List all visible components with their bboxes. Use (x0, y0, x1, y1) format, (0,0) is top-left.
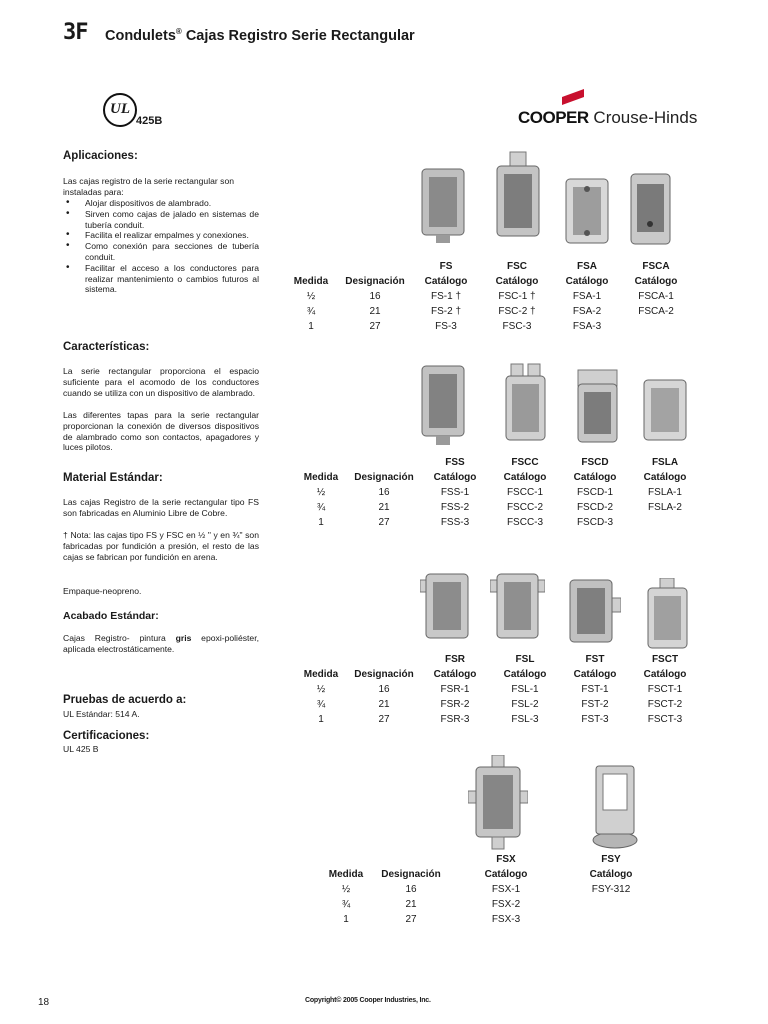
product-photo-fsl (490, 570, 545, 645)
table-cell: FS-1 † (430, 291, 462, 302)
table-header-cell: Designación (354, 472, 414, 483)
table-cell: ½ (316, 684, 326, 695)
table-model: FSL (515, 654, 535, 665)
material-note: † Nota: las cajas tipo FS y FSC en ½ " y en ¾" son fabricadas por fundición a presión, el resto de las cajas se fabrican por fundición en arena. (63, 530, 259, 562)
product-photo-fs (418, 165, 468, 245)
table-cell: 21 (405, 899, 417, 910)
table-header-cell: Catálogo (433, 669, 477, 680)
table-cell: FSCA-2 (638, 306, 674, 317)
table-cell: 21 (378, 502, 390, 513)
table-header-cell: Catálogo (643, 472, 687, 483)
pruebas-heading: Pruebas de acuerdo a: (63, 694, 187, 706)
empaque-text: Empaque-neopreno. (63, 586, 142, 596)
caracteristicas-heading: Características: (63, 341, 150, 353)
table-cell: 16 (378, 487, 390, 498)
table-cell: FSCD-3 (576, 517, 614, 528)
table-cell: FSLA-2 (648, 502, 682, 513)
acabado-post: epoxi-poliéster, aplicada electrostáticamente. (63, 633, 259, 654)
registered-mark: ® (175, 27, 182, 36)
table-model: FSLA (651, 457, 679, 468)
table-model: FSR (445, 654, 465, 665)
table-cell: FSY-312 (591, 884, 631, 895)
table-cell: 1 (318, 714, 324, 725)
table-cell: FSCC-3 (506, 517, 544, 528)
table-cell: FSR-2 (440, 699, 470, 710)
product-photo-fss (418, 362, 468, 447)
product-photo-fsc (493, 150, 543, 245)
table-cell: FSX-1 (491, 884, 521, 895)
table-cell: 27 (378, 714, 390, 725)
table-cell: FSCD-1 (576, 487, 614, 498)
table-header-cell: Catálogo (503, 669, 547, 680)
pruebas-text: UL Estándar: 514 A. (63, 709, 140, 719)
product-photo-fsct (645, 578, 690, 656)
product-photo-fscd (575, 368, 620, 448)
page-title (105, 27, 415, 44)
product-photo-fst (566, 576, 621, 648)
table-model: FSCC (511, 457, 539, 468)
aplicaciones-list (63, 198, 259, 295)
table-cell: FSCA-1 (638, 291, 674, 302)
table-cell: ¾ (306, 306, 316, 317)
product-photo-fsy (588, 762, 643, 850)
table-cell: 1 (308, 321, 314, 332)
table-header-cell: Designación (354, 669, 414, 680)
table-cell: FSL-2 (511, 699, 539, 710)
list-item: • Sirven como cajas de jalado en sistemas de tubería conduit. (63, 209, 259, 231)
table-cell: FSS-1 (440, 487, 470, 498)
table-header-cell: Catálogo (503, 472, 547, 483)
table-cell: ½ (306, 291, 316, 302)
table-cell: FSC-1 † (498, 291, 536, 302)
product-photo-fsx (468, 755, 528, 850)
list-item: • Como conexión para secciones de tubería conduit. (63, 241, 259, 263)
certificaciones-text: UL 425 B (63, 744, 99, 754)
material-heading: Material Estándar: (63, 472, 163, 484)
table-cell: FSL-3 (511, 714, 539, 725)
table-cell: FSCC-1 (506, 487, 544, 498)
table-cell: 1 (343, 914, 349, 925)
table-cell: FSA-2 (572, 306, 602, 317)
aplicaciones-intro: Las cajas registro de la serie rectangular son instaladas para: (63, 176, 235, 197)
table-header-cell: Catálogo (484, 869, 528, 880)
table-cell: 16 (369, 291, 381, 302)
table-cell: FSCC-2 (506, 502, 544, 513)
table-cell: 21 (369, 306, 381, 317)
brand-logo (518, 108, 697, 128)
acabado-heading: Acabado Estándar: (63, 610, 159, 622)
brand-flag-icon (560, 87, 586, 107)
table-cell: ¾ (316, 699, 326, 710)
table-header-cell: Medida (303, 669, 339, 680)
ul-logo-text: UL (110, 101, 130, 117)
table-header-cell: Catálogo (433, 472, 477, 483)
table-model: FSCD (581, 457, 609, 468)
table-cell: FSX-2 (491, 899, 521, 910)
product-photo-fsca (628, 170, 673, 250)
table-cell: FS-3 (435, 321, 457, 332)
table-cell: ½ (316, 487, 326, 498)
copyright-notice: Copyright© 2005 Cooper Industries, Inc. (305, 997, 431, 1004)
table-cell: FSX-3 (491, 914, 521, 925)
table-model: FSCA (642, 261, 670, 272)
section-number: 3F (63, 20, 88, 45)
table-header-cell: Catálogo (573, 472, 617, 483)
table-header-cell: Catálogo (495, 276, 539, 287)
brand-bold: COOPER (518, 108, 589, 127)
ul-standard-number: 425B (136, 115, 163, 127)
table-cell: FS-2 † (430, 306, 462, 317)
brand-light: Crouse-Hinds (588, 108, 698, 127)
product-photo-fsla (640, 376, 690, 446)
table-cell: FSC-3 (502, 321, 532, 332)
acabado-color: gris (175, 633, 192, 643)
table-cell: FSCT-1 (647, 684, 683, 695)
product-photo-fscc (503, 362, 548, 447)
table-header-cell: Designación (345, 276, 405, 287)
table-cell: ¾ (316, 502, 326, 513)
table-cell: ½ (341, 884, 351, 895)
table-cell: 16 (405, 884, 417, 895)
table-cell: FSCT-3 (647, 714, 683, 725)
table-model: FSX (496, 854, 516, 865)
ul-listed-logo (103, 93, 137, 127)
table-header-cell: Catálogo (643, 669, 687, 680)
certificaciones-heading: Certificaciones: (63, 730, 150, 742)
acabado-pre: Cajas Registro- pintura (63, 633, 176, 643)
table-cell: ¾ (341, 899, 351, 910)
table-header-cell: Medida (328, 869, 364, 880)
table-cell: FSS-3 (440, 517, 470, 528)
aplicaciones-heading: Aplicaciones: (63, 150, 138, 162)
table-model: FSA (577, 261, 597, 272)
table-model: FSCT (651, 654, 679, 665)
table-cell: FST-1 (581, 684, 609, 695)
caracteristicas-text: La serie rectangular proporciona el espacio suficiente para el acomodo de los conductores cuando se utiliza con un dispositivo de alambrado. (63, 366, 259, 398)
table-cell: 16 (378, 684, 390, 695)
list-item: • Alojar dispositivos de alambrado. (63, 198, 259, 209)
table-cell: 21 (378, 699, 390, 710)
table-model: FSS (445, 457, 465, 468)
table-header-cell: Medida (293, 276, 329, 287)
table-model: FST (585, 654, 605, 665)
table-model: FSY (601, 854, 621, 865)
caracteristicas-text-2: Las diferentes tapas para la serie rectangular proporcionan la conexión de diversos dispositivos de alambrado como son contactos, apagadores y luces pilotos. (63, 410, 259, 453)
table-model: FS (439, 261, 453, 272)
table-cell: 27 (405, 914, 417, 925)
page-number: 18 (38, 997, 50, 1008)
table-header-cell: Catálogo (589, 869, 633, 880)
table-header-cell: Catálogo (565, 276, 609, 287)
table-cell: FSA-3 (572, 321, 602, 332)
table-header-cell: Medida (303, 472, 339, 483)
material-text: Las cajas Registro de la serie rectangular tipo FS son fabricadas en Aluminio Libre de Cobre. (63, 497, 259, 518)
table-cell: FSL-1 (511, 684, 539, 695)
table-cell: 27 (378, 517, 390, 528)
table-cell: FSR-1 (440, 684, 470, 695)
table-header-cell: Designación (381, 869, 441, 880)
table-cell: FST-2 (581, 699, 609, 710)
table-cell: FSR-3 (440, 714, 470, 725)
table-cell: FSLA-1 (648, 487, 682, 498)
product-photo-fsa (562, 175, 612, 250)
table-cell: FSS-2 (440, 502, 470, 513)
title-brand: Condulets (105, 27, 176, 44)
table-model: FSC (507, 261, 527, 272)
table-cell: FSCD-2 (576, 502, 614, 513)
table-header-cell: Catálogo (573, 669, 617, 680)
list-item: • Facilitar el acceso a los conductores para realizar mantenimiento o cambios futuros al sistema. (63, 263, 259, 295)
table-header-cell: Catálogo (424, 276, 468, 287)
table-cell: 1 (318, 517, 324, 528)
list-item: • Facilita el realizar empalmes y conexiones. (63, 230, 259, 241)
product-photo-fsr (420, 570, 472, 645)
title-rest: Cajas Registro Serie Rectangular (181, 27, 415, 44)
table-cell: FSCT-2 (647, 699, 683, 710)
table-cell: 27 (369, 321, 381, 332)
table-cell: FSC-2 † (498, 306, 536, 317)
table-cell: FSA-1 (572, 291, 602, 302)
table-cell: FST-3 (581, 714, 609, 725)
table-header-cell: Catálogo (634, 276, 678, 287)
acabado-text (63, 633, 259, 655)
